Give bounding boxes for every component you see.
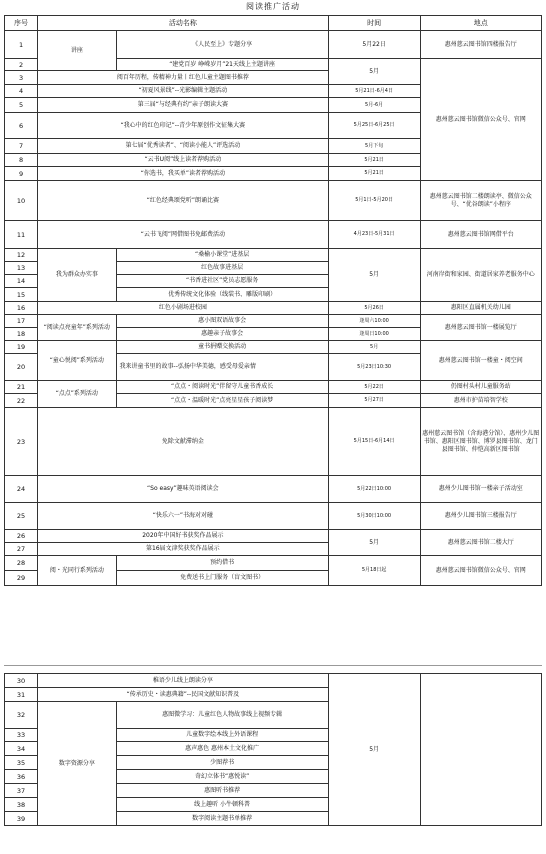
row-seq: 4 xyxy=(5,85,38,98)
row-time: 5月21日 xyxy=(328,167,420,181)
row-seq: 36 xyxy=(5,770,38,784)
group-digital: 数字资源分享 xyxy=(38,702,116,826)
table-row xyxy=(5,249,542,262)
row-seq: 23 xyxy=(5,408,38,476)
row-seq: 10 xyxy=(5,181,38,221)
row-seq: 26 xyxy=(5,530,38,543)
table-row xyxy=(5,315,542,328)
header-seq: 序号 xyxy=(5,16,38,31)
row-name: “点点・温暖时光”点亮星星孩子阅读梦 xyxy=(116,394,328,408)
row-name: 惠趣亲子故事会 xyxy=(116,328,328,341)
row-seq: 37 xyxy=(5,784,38,798)
row-time: 5月21日-6月4日 xyxy=(328,85,420,98)
row-name: 第三届“与经典有约”亲子朗读大赛 xyxy=(38,98,329,113)
row-place: 仍图村头村儿童服务站 xyxy=(420,381,541,394)
row-time: 5月18日起 xyxy=(328,556,420,586)
row-name: 《人民至上》专题分享 xyxy=(116,31,328,59)
row-time: 5月 xyxy=(328,674,420,826)
row-place: 惠州慈云图书馆（含海港分馆）、惠州少儿图书馆、惠阳区图书馆、博罗县图书馆、龙门县图书馆、仲恺高新区图书馆 xyxy=(420,408,541,476)
row-seq: 35 xyxy=(5,756,38,770)
header-time: 时间 xyxy=(328,16,420,31)
row-name: “云书飞阅”网借图书免邮费活动 xyxy=(38,221,329,249)
row-name: 惠声惠色 惠州本土文化推广 xyxy=(116,742,328,756)
row-seq: 2 xyxy=(5,59,38,71)
table-row xyxy=(5,674,542,688)
header-place: 地点 xyxy=(420,16,541,31)
row-time: 5月 xyxy=(328,249,420,302)
header-name: 活动名称 xyxy=(38,16,329,31)
table-header-row xyxy=(5,16,542,31)
row-time: 4月23日-5月31日 xyxy=(328,221,420,249)
table-row xyxy=(5,181,542,221)
row-name: “传承历史・读惠典籍”--民国文献知识普及 xyxy=(38,688,329,702)
row-seq: 25 xyxy=(5,503,38,530)
row-seq: 22 xyxy=(5,394,38,408)
table-row xyxy=(5,341,542,354)
row-name: “云书U阅”线上读者荐购活动 xyxy=(38,154,329,167)
row-name: 惠图听书推荐 xyxy=(116,784,328,798)
row-seq: 18 xyxy=(5,328,38,341)
row-name: “书香进社区”党员志愿服务 xyxy=(116,275,328,288)
row-seq: 31 xyxy=(5,688,38,702)
table-row xyxy=(5,408,542,476)
row-name: 惠图微学习：儿童红色人物故事线上视频专辑 xyxy=(116,702,328,729)
row-seq: 38 xyxy=(5,798,38,812)
row-time: 5月15日-6月14日 xyxy=(328,408,420,476)
row-name: “So easy”趣味英语阅读会 xyxy=(38,476,329,503)
row-name: 第七届“优秀读者”、“阅读小能人”评选活动 xyxy=(38,139,329,154)
row-time: 5月27日 xyxy=(328,394,420,408)
row-name: 少图荐书 xyxy=(116,756,328,770)
group-heart: “童心悦阅”系列活动 xyxy=(38,341,116,381)
activity-table xyxy=(4,15,542,586)
row-name: “桑榆小课堂”进基层 xyxy=(116,249,328,262)
row-seq: 21 xyxy=(5,381,38,394)
row-seq: 6 xyxy=(5,113,38,139)
row-seq: 14 xyxy=(5,275,38,288)
row-time: 5月下旬 xyxy=(328,139,420,154)
row-seq: 19 xyxy=(5,341,38,354)
row-seq: 34 xyxy=(5,742,38,756)
row-name: 稚语少儿线上朗读分享 xyxy=(38,674,329,688)
row-seq: 7 xyxy=(5,139,38,154)
table-row xyxy=(5,31,542,59)
row-time: 5月22日 xyxy=(328,381,420,394)
row-time: 5月23日10:30 xyxy=(328,354,420,381)
row-time: 5月22日 xyxy=(328,31,420,59)
row-time: 5月21日 xyxy=(328,154,420,167)
row-place: 河南岸街和家园、街道居家养老服务中心 xyxy=(420,249,541,302)
row-seq: 29 xyxy=(5,571,38,586)
row-time: 逢周六10:00 xyxy=(328,315,420,328)
row-time: 5月 xyxy=(328,530,420,556)
row-name: 奇幻立体书“惠悦读” xyxy=(116,770,328,784)
group-point: “点点”系列活动 xyxy=(38,381,116,408)
row-name: 童书捐赠交换活动 xyxy=(116,341,328,354)
row-place: 惠州少儿图书馆一楼亲子活动室 xyxy=(420,476,541,503)
row-place: 惠州慈云图书馆微信公众号、官网 xyxy=(420,556,541,586)
row-seq: 5 xyxy=(5,98,38,113)
row-name: 儿童数字绘本线上外语课程 xyxy=(116,729,328,742)
table-row xyxy=(5,302,542,315)
table-row xyxy=(5,221,542,249)
row-name: 数字阅读主题书单推荐 xyxy=(116,812,328,826)
table-row xyxy=(5,503,542,530)
row-time: 5月-6月 xyxy=(328,98,420,113)
row-seq: 1 xyxy=(5,31,38,59)
row-name: 我来讲童书里的故事--弘扬中华美德，感受母爱亲情 xyxy=(116,354,328,381)
row-name: “我心中的红色印记”--青少年原创作文征集大赛 xyxy=(38,113,329,139)
row-place: 惠州慈云图书馆微信公众号、官网 xyxy=(420,59,541,181)
row-name: 红色小剧场进校园 xyxy=(38,302,329,315)
row-time: 5月 xyxy=(328,341,420,354)
row-name: 预约借书 xyxy=(116,556,328,571)
row-place: 惠州市护苗培智学校 xyxy=(420,394,541,408)
row-place: 惠州慈云图书馆四楼报告厅 xyxy=(420,31,541,59)
row-seq: 15 xyxy=(5,288,38,302)
row-name: 惠小图双语故事会 xyxy=(116,315,328,328)
row-place: 惠州慈云图书馆一楼童・阅空间 xyxy=(420,341,541,381)
row-name: 免除文献滞纳金 xyxy=(38,408,329,476)
row-seq: 28 xyxy=(5,556,38,571)
row-place: 惠州慈云图书馆二楼大厅 xyxy=(420,530,541,556)
row-place xyxy=(420,674,541,826)
page-title: 阅读推广活动 xyxy=(246,2,300,11)
row-time: 5月30日10:00 xyxy=(328,503,420,530)
row-seq: 30 xyxy=(5,674,38,688)
row-time: 5月26日 xyxy=(328,302,420,315)
row-place: 惠州少儿图书馆三楼报告厅 xyxy=(420,503,541,530)
table-row xyxy=(5,556,542,571)
row-name: 线上趣听 小牛顿科普 xyxy=(116,798,328,812)
row-seq: 20 xyxy=(5,354,38,381)
row-name: 优秀传统文化体验（线装书、雕版印刷） xyxy=(116,288,328,302)
row-seq: 11 xyxy=(5,221,38,249)
row-seq: 32 xyxy=(5,702,38,729)
row-name: “初夏风景线”--光影编辑主题活动 xyxy=(38,85,329,98)
row-name: “你选书，我买单”读者荐购活动 xyxy=(38,167,329,181)
row-name: “点点・阅读时光”伴留守儿童书香成长 xyxy=(116,381,328,394)
row-time: 5月25日-6月25日 xyxy=(328,113,420,139)
group-season: “阅读点亮童年”系列活动 xyxy=(38,315,116,341)
row-name: 红色故事进基层 xyxy=(116,262,328,275)
table-row xyxy=(5,476,542,503)
row-time: 逢周日10:00 xyxy=(328,328,420,341)
row-time: 5月1日-5月20日 xyxy=(328,181,420,221)
group-light: 阅・光同行系列活动 xyxy=(38,556,116,586)
row-name: 阅百年历程，传精神力量丨红色儿童主题图书推荐 xyxy=(38,71,329,85)
table-row xyxy=(5,530,542,543)
row-seq: 27 xyxy=(5,543,38,556)
row-seq: 3 xyxy=(5,71,38,85)
group-lecture: 讲座 xyxy=(38,31,116,71)
row-place: 惠州慈云图书馆二楼朗读亭、微信公众号、“优谷朗读”小程序 xyxy=(420,181,541,221)
row-seq: 16 xyxy=(5,302,38,315)
row-seq: 17 xyxy=(5,315,38,328)
row-time: 5月22日10:00 xyxy=(328,476,420,503)
table-row xyxy=(5,381,542,394)
row-name: “建党百岁 峥嵘岁月”21天线上主题讲座 xyxy=(116,59,328,71)
row-seq: 8 xyxy=(5,154,38,167)
row-seq: 24 xyxy=(5,476,38,503)
group-masses: 我为群众办实事 xyxy=(38,249,116,302)
row-place: 惠州慈云图书馆网借平台 xyxy=(420,221,541,249)
row-name: 第16届文津奖获奖作品展示 xyxy=(38,543,329,556)
row-seq: 33 xyxy=(5,729,38,742)
row-name: “快乐六一”书海对对碰 xyxy=(38,503,329,530)
row-time: 5月 xyxy=(328,59,420,85)
row-place: 惠州慈云图书馆一楼展览厅 xyxy=(420,315,541,341)
page-break-divider xyxy=(4,665,542,666)
row-place: 惠阳区直属机关幼儿园 xyxy=(420,302,541,315)
row-name: 2020年中国好书获奖作品展示 xyxy=(38,530,329,543)
row-name: 免费送书上门服务（盲文图书） xyxy=(116,571,328,586)
row-name: “红色经典颂党听”朗诵比赛 xyxy=(38,181,329,221)
row-seq: 39 xyxy=(5,812,38,826)
digital-activity-table xyxy=(4,673,542,826)
row-seq: 12 xyxy=(5,249,38,262)
row-seq: 13 xyxy=(5,262,38,275)
row-seq: 9 xyxy=(5,167,38,181)
